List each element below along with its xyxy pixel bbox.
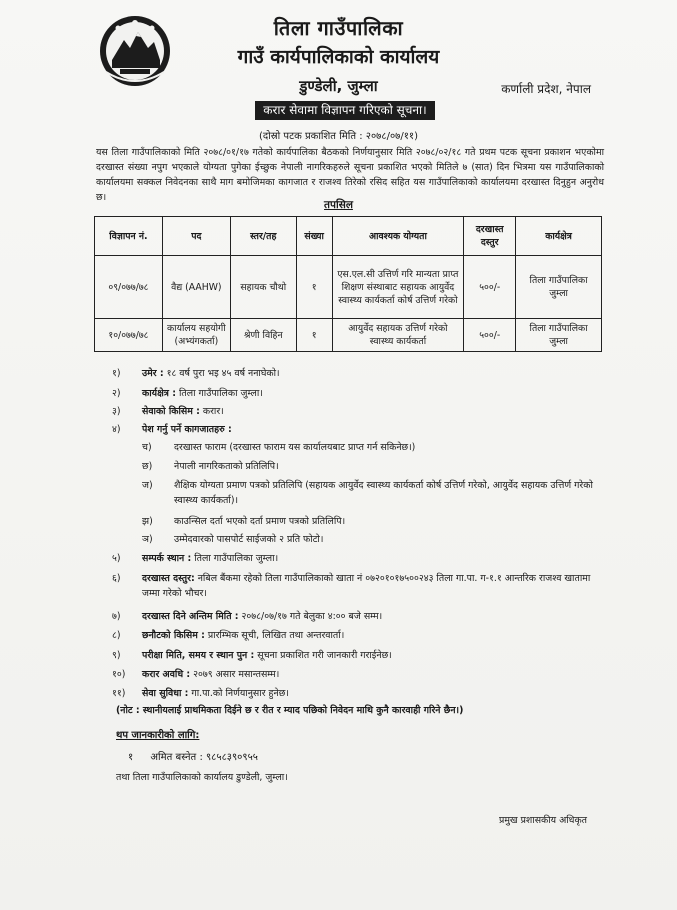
item-label: छनौटको किसिम : [142,630,205,641]
header-cell: पद [162,217,230,256]
header-cell: संख्या [296,217,332,256]
item-number: १०) [112,669,126,680]
signatory-title: प्रमुख प्रशासकीय अधिकृत [498,815,587,826]
item-label: सेवाको किसिम : [142,406,200,417]
item-label: कार्यक्षेत्र : [142,388,176,399]
table-cell: आयुर्वेद सहायक उत्तिर्ण गरेको स्वास्थ्य कार्यकर्ता [332,319,464,352]
province-label: कर्णाली प्रदेश, नेपाल [501,82,591,96]
item-label: करार अवधि : [142,669,191,680]
notice-banner: करार सेवामा विज्ञापन गरिएको सूचना। [255,101,435,120]
item-text: करार। [202,406,224,417]
intro-paragraph: यस तिला गाउँपालिकाको मिति २०७८/०१/१७ गतेको कार्यपालिका बैठकको निर्णयानुसार मिति २०७८/०२/१८ गते प्रथम पटक सूचना प्रकाशन भएकोमा दरखास्त संख्या नपुग भएकाले योग्यता पुगेका ईच्छुक नेपाली नागरिकहरुले सूचना प्रकाशित भएको मितिले ७ (सात) दिन भित्रमा यस गाउँपालिकाको कार्यालयमा सक्कल निवेदनका साथै माग बमोजिमका कागजात र राजश्व तिरेको रसिद सहित यस गाउँपालिकाको कार्यालयमा दरखास्त दिनुहुन अनुरोध छ। [96,147,604,203]
sub-item-number: ञ) [142,534,153,545]
item-text: २०७८/०७/१७ गते बेलुका ४:०० बजे सम्म। [241,611,383,622]
item-text: सूचना प्रकाशित गरी जानकारी गराईनेछ। [257,650,392,661]
item-number: ९) [112,650,121,661]
sub-item-text: दरखास्त फाराम (दरखास्त फाराम यस कार्यालयबाट प्राप्त गर्न सकिनेछ।) [174,442,416,453]
sub-item-text: काउन्सिल दर्ता भएको दर्ता प्रमाण पत्रको प्रतिलिपि। [174,516,346,527]
item-text: तिला गाउँपालिका जुम्ला। [194,553,279,564]
item-number: १) [112,368,121,379]
item-text: तिला गाउँपालिका जुम्ला। [178,388,263,399]
table-cell: १०/०७७/७८ [95,319,163,352]
item-label: सेवा सुविधा : [142,688,189,699]
sub-item-text: नेपाली नागरिकताको प्रतिलिपि। [174,461,279,472]
item-number: ११) [112,688,126,699]
table-cell: सहायक चौथो [230,256,296,319]
item-text: १८ वर्ष पुरा भइ ४५ वर्ष ननाघेको। [166,368,280,379]
office-address: तथा तिला गाउँपालिकाको कार्यालय डुण्डेली, जुम्ला। [116,772,288,783]
item-number: ८) [112,630,121,641]
sub-item-number: ज) [142,480,153,491]
table-cell: १ [296,319,332,352]
contact-line [128,749,258,763]
table-cell: तिला गाउँपालिका जुम्ला [516,319,602,352]
item-text: नबिल बैंकमा रहेको तिला गाउँपालिकाको खाता नं ०७२०१०१७५००२४३ तिला गा.पा. ग-१.१ आन्तरिक राजश्व खातामा जम्मा गरेको भौचर। [142,573,591,599]
item-number: ३) [112,406,121,417]
table-cell: वैद्य (AAHW) [162,256,230,319]
header-cell: विज्ञापन नं. [95,217,163,256]
item-label: दरखास्त दस्तुर: [142,573,195,584]
table-cell: ०९/०७७/७८ [95,256,163,319]
table-cell: कार्यालय सहयोगी (अभ्यंगकर्ता) [162,319,230,352]
item-number: ४) [112,424,121,435]
item-number: ५) [112,553,121,564]
item-label: दरखास्त दिने अन्तिम मिति : [142,611,239,622]
table-cell: ५००/- [464,256,516,319]
item-label: उमेर : [142,368,164,379]
table-row [95,319,602,352]
table-cell: १ [296,256,332,319]
item-label: सम्पर्क स्थान : [142,553,192,564]
sub-item-text: शैक्षिक योग्यता प्रमाण पत्रको प्रतिलिपि (सहायक आयुर्वेद स्वास्थ्य कार्यकर्ता कोर्ष उत्तिर्ण गरेको, आयुर्वेद सहायक उत्तिर्ण गरेको स्वास्थ्य कार्यकर्ता)। [174,480,593,506]
sub-item-number: झ) [142,516,153,527]
republish-date: (दोस्रो पटक प्रकाशित मिति : २०७८/०७/११) [258,131,419,142]
item-number: २) [112,388,121,399]
contact-text: अमित बस्नेत : ९८५८३९०९५५ [150,752,258,763]
vacancy-table [94,216,602,352]
more-info-heading: थप जानकारीको लागि: [116,730,200,741]
item-text: गा.पा.को निर्णयानुसार हुनेछ। [191,688,289,699]
header-cell: स्तर/तह [230,217,296,256]
table-cell: तिला गाउँपालिका जुम्ला [516,256,602,319]
header-cell: दरखास्त दस्तुर [464,217,516,256]
header-cell: आवश्यक योग्यता [332,217,464,256]
note-text: (नोट : स्थानीयलाई प्राथमिकता दिईने छ र रीत र म्याद पछिको निवेदन माथि कुनै कारवाही गरिने छैन।) [116,705,464,716]
table-cell: श्रेणी विहिन [230,319,296,352]
table-row [95,256,602,319]
item-text: प्रारम्भिक सूची, लिखित तथा अन्तरवार्ता। [207,630,345,641]
office-location: डुण्डेली, जुम्ला [299,77,378,95]
sub-item-text: उम्मेदवारको पासपोर्ट साईजको २ प्रति फोटो। [174,534,324,545]
item-text: २०७९ असार मसान्तसम्म। [193,669,280,680]
contact-number: १ [128,752,134,763]
header-cell: कार्यक्षेत्र [516,217,602,256]
office-title: गाउँ कार्यपालिकाको कार्यालय [237,46,440,68]
item-label: परीक्षा मिति, समय र स्थान पुन : [142,650,255,661]
municipality-title: तिला गाउँपालिका [273,16,404,40]
item-number: ७) [112,611,121,622]
table-header-row [95,217,602,256]
item-number: ६) [112,573,121,584]
sub-item-number: छ) [142,461,153,472]
annex-title: तपसिल [324,199,353,211]
sub-item-number: च) [142,442,152,453]
item-label: पेश गर्नु पर्ने कागजातहरु : [142,424,232,435]
table-cell: ५००/- [464,319,516,352]
table-cell: एस.एल.सी उत्तिर्ण गरि मान्यता प्राप्त शिक्षण संस्थाबाट सहायक आयुर्वेद स्वास्थ्य कार्यकर्ता कोर्ष उत्तिर्ण गरेको [332,256,464,319]
